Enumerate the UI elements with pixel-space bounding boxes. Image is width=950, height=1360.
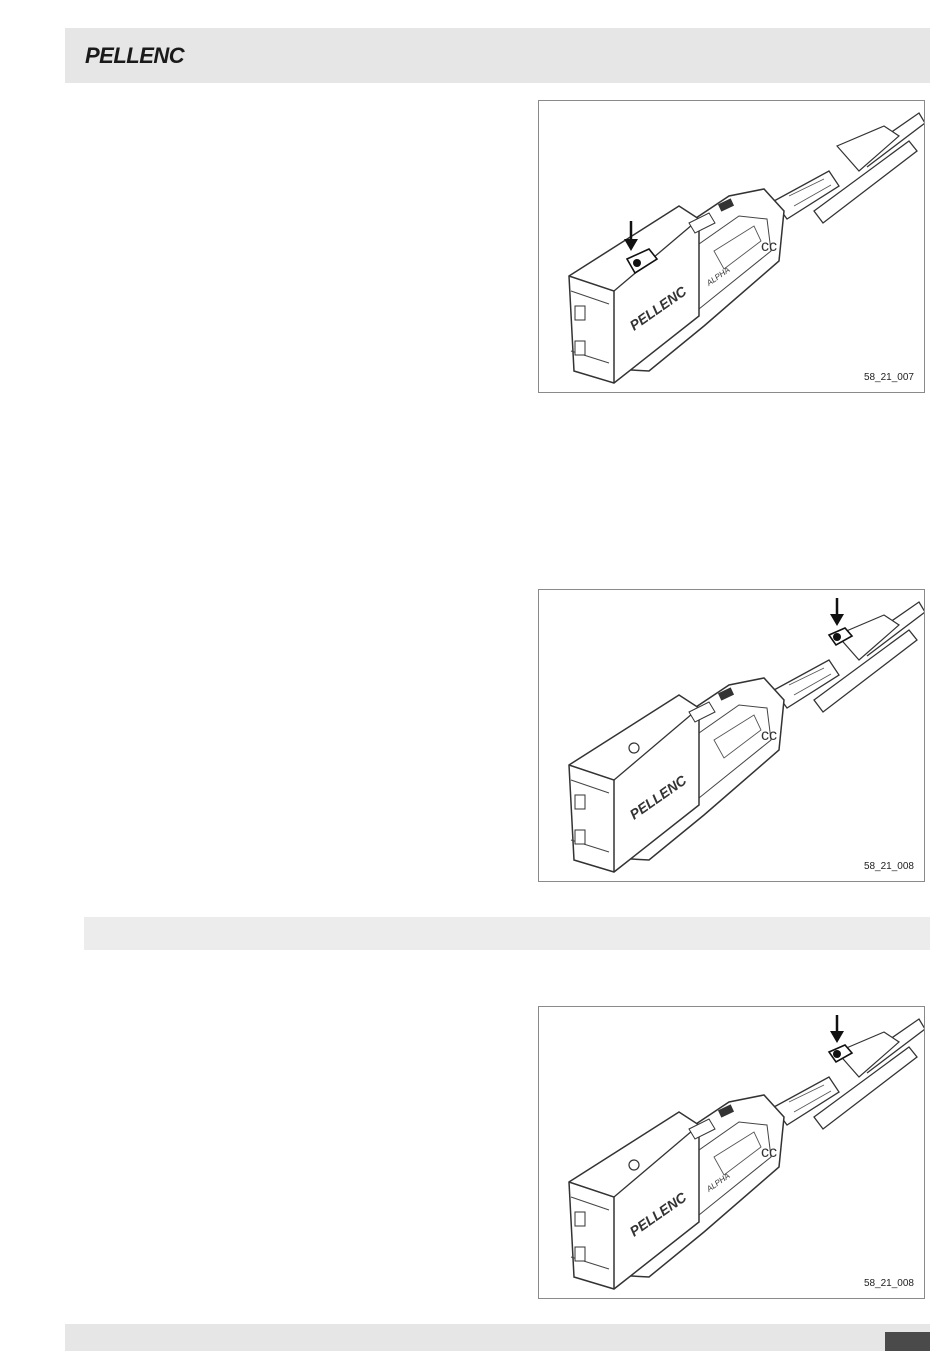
figure-2 bbox=[538, 589, 925, 882]
tool-model-label: ALPHA bbox=[704, 1171, 732, 1194]
figure-1 bbox=[538, 100, 925, 393]
figure-caption: 58_21_008 bbox=[863, 861, 914, 872]
figure-3 bbox=[538, 1006, 925, 1299]
footer-bar bbox=[65, 1324, 930, 1351]
tool-model-label: ALPHA bbox=[704, 265, 732, 288]
down-arrow-icon bbox=[830, 1015, 844, 1043]
tool-body-logo: PELLENC bbox=[626, 1188, 690, 1240]
tool-illustration bbox=[539, 101, 924, 392]
tool-body-logo: PELLENC bbox=[626, 282, 690, 334]
figure-caption: 58_21_008 bbox=[863, 1278, 914, 1289]
section-band bbox=[84, 917, 930, 950]
tool-illustration bbox=[539, 590, 924, 881]
brand-logo bbox=[83, 40, 203, 70]
brand-logo-text: PELLENC bbox=[85, 43, 185, 68]
header-bar bbox=[65, 28, 930, 83]
tool-body-logo: PELLENC bbox=[626, 771, 690, 823]
figure-caption: 58_21_007 bbox=[863, 372, 914, 383]
page-number-tab bbox=[885, 1332, 930, 1351]
down-arrow-icon bbox=[830, 598, 844, 626]
tool-illustration bbox=[539, 1007, 924, 1298]
